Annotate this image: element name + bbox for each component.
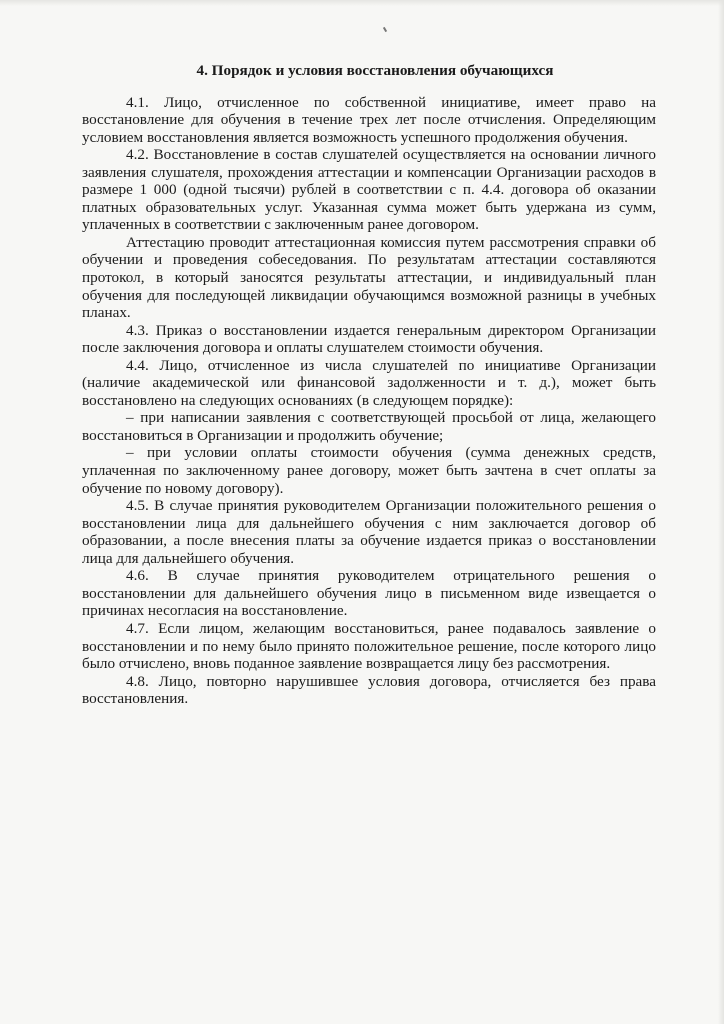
paragraph-4-6: 4.6. В случае принятия руководителем отрицательного решения о восстановлении для дальнейшего обучения лицо в письменном виде извещается о причинах несогласия на восстановление. <box>82 567 656 620</box>
paragraph-attestation: Аттестацию проводит аттестационная комиссия путем рассмотрения справки об обучении и проведения собеседования. По результатам аттестации составляются протокол, в который заносятся результаты аттестации, и индивидуальный план обучения для последующей ликвидации обучающимся возможной разницы в учебных планах. <box>82 233 656 322</box>
paragraph-4-7: 4.7. Если лицом, желающим восстановиться, ранее подавалось заявление о восстановлении и по нему было принято положительное решение, после которого лицо было отчислено, вновь поданное заявление возвращается лицу без рассмотрения. <box>82 619 656 673</box>
paragraph-4-4-condition-1: – при написании заявления с соответствующей просьбой от лица, желающего восстановиться в Организации и продолжить обучение; <box>82 409 656 444</box>
paragraph-4-4-condition-2: – при условии оплаты стоимости обучения (сумма денежных средств, уплаченная по заключенному ранее договору, может быть зачтена в счет оплаты за обучение по новому договору). <box>82 444 656 497</box>
section-title: 4. Порядок и условия восстановления обучающихся <box>196 62 554 79</box>
paragraph-4-1: 4.1. Лицо, отчисленное по собственной инициативе, имеет право на восстановление для обучения в течение трех лет после отчисления. Определяющим условием восстановления является возможность успешного продолжения обучения. <box>82 93 656 146</box>
paragraph-4-4: 4.4. Лицо, отчисленное из числа слушателей по инициативе Организации (наличие академической или финансовой задолженности и т. д.), может быть восстановлено на следующих основаниях (в следующем порядке): <box>82 356 656 409</box>
paragraph-4-8: 4.8. Лицо, повторно нарушившее условия договора, отчисляется без права восстановления. <box>82 672 656 708</box>
paragraph-4-3: 4.3. Приказ о восстановлении издается генеральным директором Организации после заключения договора и оплаты слушателем стоимости обучения. <box>82 321 656 357</box>
scan-speck <box>383 27 387 32</box>
paragraph-4-2: 4.2. Восстановление в состав слушателей осуществляется на основании личного заявления слушателя, прохождения аттестации и компенсации Организации расходов в размере 1 000 (одной тысячи) рублей в соответствии с п. 4.4. договора об оказании платных образовательных услуг. Указанная сумма может быть удержана из сумм, уплаченных в соответствии с заключенным ранее договором. <box>82 146 656 234</box>
document-body <box>82 62 656 708</box>
scan-edge-shadow <box>718 0 724 1024</box>
scan-edge-shadow <box>0 0 724 6</box>
paragraph-4-5: 4.5. В случае принятия руководителем Организации положительного решения о восстановлении лица для дальнейшего обучения с ним заключается договор об образовании, а после внесения платы за обучение издается приказ о восстановлении лица для дальнейшего обучения. <box>82 497 656 567</box>
